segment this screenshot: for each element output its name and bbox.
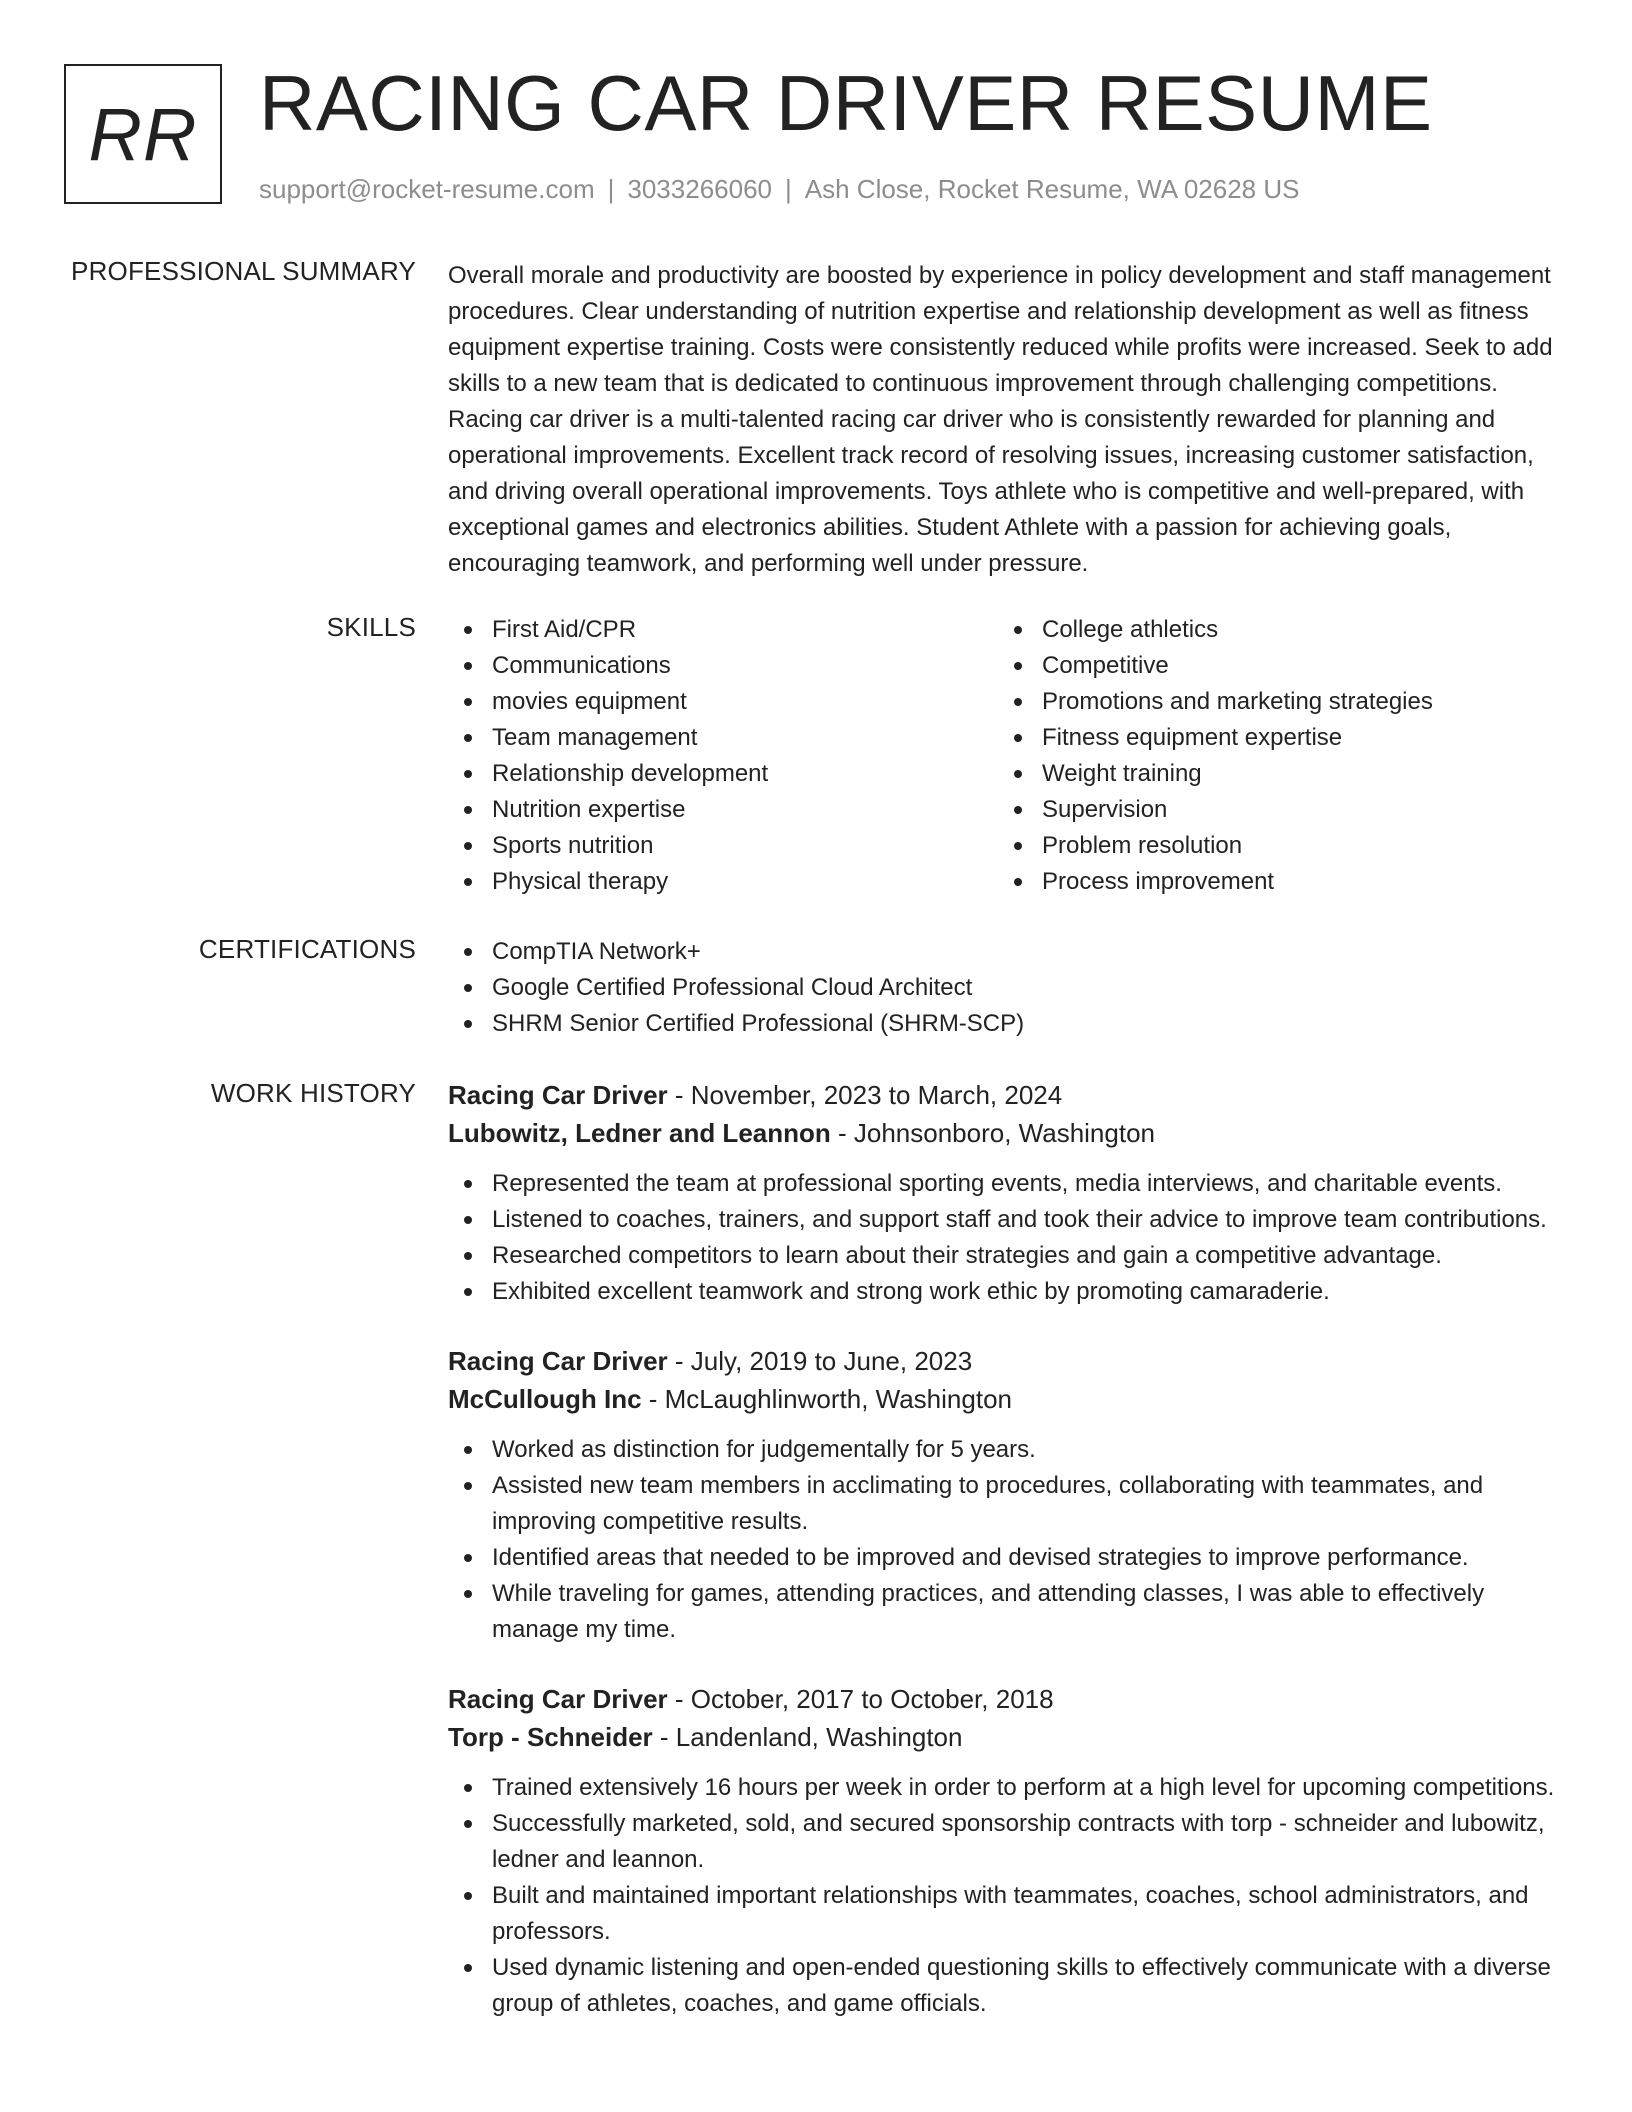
job-duty-item: Worked as distinction for judgementally for 5 years. [448, 1432, 1568, 1468]
job-duties-list [448, 1166, 1568, 1310]
job-duty-item: Identified areas that needed to be improved and devised strategies to improve performance. [448, 1540, 1568, 1576]
job-company: Torp - Schneider [448, 1722, 653, 1752]
certification-item: CompTIA Network+ [448, 934, 1568, 970]
skill-item: Nutrition expertise [448, 792, 998, 828]
contact-email[interactable]: support@rocket-resume.com [259, 174, 595, 204]
job-duty-item: Trained extensively 16 hours per week in order to perform at a high level for upcoming competitions. [448, 1770, 1568, 1806]
job-duties-list [448, 1432, 1568, 1648]
job-duty-item: Exhibited excellent teamwork and strong work ethic by promoting camaraderie. [448, 1274, 1568, 1310]
job-duty-item: Used dynamic listening and open-ended questioning skills to effectively communicate with a diverse group of athletes, coaches, and game officials. [448, 1950, 1568, 2022]
skills-list-left [448, 612, 998, 900]
job-duty-item: Listened to coaches, trainers, and support staff and took their advice to improve team contributions. [448, 1202, 1568, 1238]
skill-item: Physical therapy [448, 864, 998, 900]
resume-header [64, 59, 1564, 214]
job-duty-item: Built and maintained important relationships with teammates, coaches, school administrators, and professors. [448, 1878, 1568, 1950]
skill-item: Relationship development [448, 756, 998, 792]
job-dates: - July, 2019 to June, 2023 [667, 1346, 973, 1376]
job-dates: - November, 2023 to March, 2024 [667, 1080, 1063, 1110]
job-role: Racing Car Driver [448, 1684, 668, 1714]
skill-item: Team management [448, 720, 998, 756]
contact-separator: | [785, 174, 792, 204]
certification-item: SHRM Senior Certified Professional (SHRM-SCP) [448, 1006, 1568, 1042]
job-title-line [448, 1680, 1568, 1718]
monogram-logo: RR [64, 64, 222, 204]
job-duty-item: Researched competitors to learn about their strategies and gain a competitive advantage. [448, 1238, 1568, 1274]
job-location: - McLaughlinworth, Washington [641, 1384, 1012, 1414]
job-company-line [448, 1114, 1568, 1152]
skill-item: First Aid/CPR [448, 612, 998, 648]
job-role: Racing Car Driver [448, 1346, 668, 1376]
skills-grid [448, 612, 1568, 900]
jobs-container [448, 1076, 1568, 2054]
skill-item: Promotions and marketing strategies [998, 684, 1548, 720]
job-dates: - October, 2017 to October, 2018 [667, 1684, 1054, 1714]
job-duties-list [448, 1770, 1568, 2022]
skills-list-right [998, 612, 1548, 900]
contact-phone[interactable]: 3033266060 [627, 174, 772, 204]
job-duty-item: Successfully marketed, sold, and secured sponsorship contracts with torp - schneider and lubowitz, ledner and leannon. [448, 1806, 1568, 1878]
skill-item: movies equipment [448, 684, 998, 720]
skill-item: Problem resolution [998, 828, 1548, 864]
job-duty-item: Represented the team at professional sporting events, media interviews, and charitable events. [448, 1166, 1568, 1202]
job-company: McCullough Inc [448, 1384, 642, 1414]
certification-item: Google Certified Professional Cloud Architect [448, 970, 1568, 1006]
skill-item: College athletics [998, 612, 1548, 648]
job-location: - Landenland, Washington [652, 1722, 963, 1752]
job-role: Racing Car Driver [448, 1080, 668, 1110]
job-title-line [448, 1076, 1568, 1114]
job-entry [448, 1076, 1568, 1310]
contact-address: Ash Close, Rocket Resume, WA 02628 US [804, 174, 1300, 204]
job-duty-item: While traveling for games, attending practices, and attending classes, I was able to effectively manage my time. [448, 1576, 1568, 1648]
contact-separator: | [607, 174, 615, 204]
job-duty-item: Assisted new team members in acclimating to procedures, collaborating with teammates, and improving competitive results. [448, 1468, 1568, 1540]
job-company-line [448, 1380, 1568, 1418]
job-company: Lubowitz, Ledner and Leannon [448, 1118, 831, 1148]
skill-item: Process improvement [998, 864, 1548, 900]
job-entry [448, 1342, 1568, 1648]
skills-heading: SKILLS [326, 612, 416, 642]
certifications-list [448, 934, 1568, 1042]
skill-item: Supervision [998, 792, 1548, 828]
skill-item: Communications [448, 648, 998, 684]
contact-line [259, 174, 1299, 205]
job-location: - Johnsonboro, Washington [830, 1118, 1155, 1148]
job-title-line [448, 1342, 1568, 1380]
job-entry [448, 1680, 1568, 2022]
summary-text: Overall morale and productivity are boosted by experience in policy development and staff management procedures. Clear understanding of nutrition expertise and relationship development as well as fitness equipment expertise training. Costs were consistently reduced while profits were increased. Seek to add skills to a new team that is dedicated to continuous improvement through challenging competitions. Racing car driver is a multi-talented racing car driver who is consistently rewarded for planning and operational improvements. Excellent track record of resolving issues, increasing customer satisfaction, and driving overall operational improvements. Toys athlete who is competitive and well-prepared, with exceptional games and electronics abilities. Student Athlete with a passion for achieving goals, encouraging teamwork, and performing well under pressure. [448, 262, 1553, 577]
work-history-heading: WORK HISTORY [210, 1078, 416, 1108]
job-company-line [448, 1718, 1568, 1756]
certifications-heading: CERTIFICATIONS [198, 934, 416, 964]
summary-heading: PROFESSIONAL SUMMARY [71, 256, 416, 286]
skill-item: Weight training [998, 756, 1548, 792]
skill-item: Competitive [998, 648, 1548, 684]
resume-title: RACING CAR DRIVER RESUME [259, 59, 1433, 147]
skill-item: Fitness equipment expertise [998, 720, 1548, 756]
skill-item: Sports nutrition [448, 828, 998, 864]
